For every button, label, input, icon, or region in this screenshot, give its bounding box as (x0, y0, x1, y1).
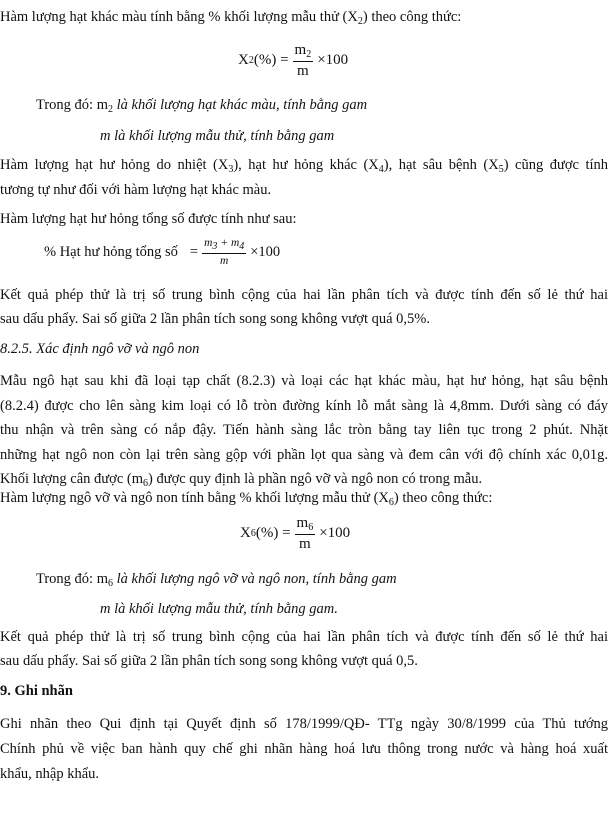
fraction-total-damaged: $\frac{m_3 + m_4}{m}$ (204, 237, 245, 267)
where-m-sample-2: m là khối lượng mẫu thử, tính bằng gam. (100, 601, 338, 617)
formula-x2: X 2 (%) = $\frac{m_2}{m}$ ×100 (238, 42, 349, 79)
section-heading-8-2-5: 8.2.5. Xác định ngô vỡ và ngô non (0, 341, 200, 357)
section-heading-9: 9. Ghi nhãn (0, 683, 73, 699)
formula-x6: X 6 (%) = $\frac{m_6}{m}$ ×100 (240, 515, 351, 552)
paragraph-total-damaged: Hàm lượng hạt hư hỏng tổng số được tính như sau: (0, 211, 297, 227)
paragraph-color-seeds-intro: Hàm lượng hạt khác màu tính bằng % khối lượng mẫu thử $(X_2)$ theo công thức: (0, 9, 462, 27)
formula-total-damaged: % Hạt hư hỏng tổng số = $\frac{m_3 + m_4}{m}$ ×100 (44, 237, 281, 267)
where-m6: Trong đó: $m_6$ là khối lượng ngô vỡ và ngô non, tính bằng gam (36, 571, 397, 589)
paragraph-damaged-seeds: Hàm lượng hạt hư hỏng do nhiệt $(X_3)$, hạt hư hỏng khác $(X_4)$, hạt sâu bệnh $(X_5)$ cũng được tính tương tự như đối với hàm lượng hạt khác màu. (0, 157, 609, 198)
paragraph-result-1: Kết quả phép thử là trị số trung bình cộng của hai lần phân tích và được tính đến số lẻ thứ hai sau dấu phẩy. Sai số giữa 2 lần phân tích song song không vượt quá 0,5%. (0, 287, 608, 328)
where-m-sample: m là khối lượng mẫu thử, tính bằng gam (100, 128, 335, 144)
paragraph-labeling: Ghi nhãn theo Qui định tại Quyết định số 178/1999/QĐ- TTg ngày 30/8/1999 của Thủ tướng Chính phủ về việc ban hành quy chế ghi nhãn hàng hoá lưu thông trong nước và hàng hoá xuất khẩu, nhập khẩu. (0, 716, 608, 782)
paragraph-sieving: Mẫu ngô hạt sau khi đã loại tạp chất (8.2.3) và loại các hạt khác màu, hạt hư hỏng, hạt sâu bệnh (8.2.4) được cho lên sàng kim loại có lỗ tròn đường kính lỗ mắt sàng là 4,8mm. Dưới sàng có đáy thu nhận và trên sàng có nắp đậy. Tiến hành sàng lắc tròn bằng tay liên tục trong 2 phút. Nhặt những hạt ngô non còn lại trên sàng gộp với phần lọt qua sàng và đem cân với độ chính xác 0,01g. Khối lượng cân được $(m_6)$ được quy định là phần ngô vỡ và ngô non có trong mẫu. (0, 373, 608, 489)
paragraph-broken-immature-intro: Hàm lượng ngô vỡ và ngô non tính bằng % khối lượng mẫu thử $(X_6)$ theo công thức: (0, 490, 493, 508)
fraction-x6: $\frac{m_6}{m}$ (296, 515, 314, 552)
fraction-x2: $\frac{m_2}{m}$ (294, 42, 312, 79)
paragraph-result-2: Kết quả phép thử là trị số trung bình cộng của hai lần phân tích và được tính đến số lẻ thứ hai sau dấu phẩy. Sai số giữa 2 lần phân tích song song không vượt quá 0,5. (0, 629, 608, 670)
where-m2: Trong đó: $m_2$ là khối lượng hạt khác màu, tính bằng gam (36, 97, 368, 115)
